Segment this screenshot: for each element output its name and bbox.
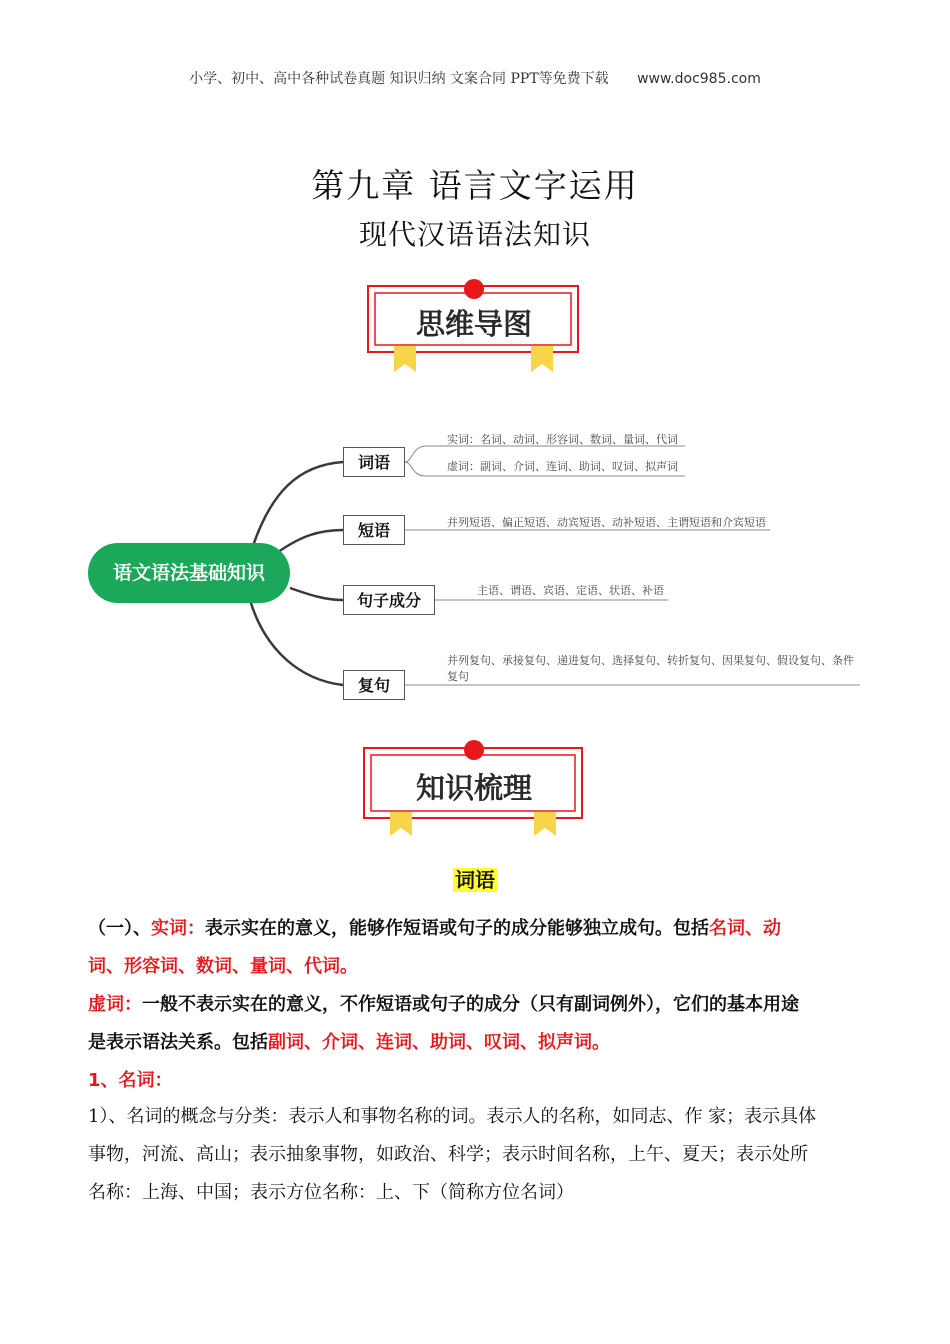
paragraph-function-words [88,986,868,1062]
branch-complex-sentences-detail-1: 并列复句、承接复句、递进复句、选择复句、转折复句、因果复句、假设复句、条件 [447,654,854,667]
knowledge-badge-label: 知识梳理 [415,771,532,805]
branch-complex-sentences: 复句 [343,670,405,700]
branch-words-detail-2: 虚词：副词、介词、连词、助词、叹词、拟声词 [447,460,678,473]
p1-list-b: 词、形容词、数词、量词、代词。 [88,956,358,977]
branch-phrases-detail: 并列短语、偏正短语、动宾短语、动补短语、主谓短语和介宾短语 [447,516,766,529]
branch-sentence-components: 句子成分 [343,585,435,615]
p2-body-b: 是表示语法关系。包括 [88,1032,268,1053]
branch-words: 词语 [343,447,405,477]
p1-body: 表示实在的意义，能够作短语或句子的成分能够独立成句。包括 [205,918,709,939]
p1-list-a: 名词、动 [709,918,781,939]
branch-words-detail-1: 实词：名词、动词、形容词、数词、量词、代词 [447,433,678,446]
knowledge-badge [362,738,586,838]
mind-map-badge [366,278,582,374]
p3-line-3: 名称：上海、中国；表示方位名称：上、下（简称方位名词） [88,1182,574,1203]
p3-line-2: 事物，河流、高山；表示抽象事物，如政治、科学；表示时间名称，上午、夏天；表示处所 [88,1144,808,1165]
section-title [0,864,950,893]
paragraph-nouns [88,1098,868,1212]
section-title-text: 词语 [455,868,495,892]
mind-map-root: 语文语法基础知识 [88,543,290,603]
mind-map-badge-label: 思维导图 [415,307,532,341]
p2-list: 副词、介词、连词、助词、叹词、拟声词。 [268,1032,610,1053]
header-text: 小学、初中、高中各种试卷真题 知识归纳 文案合同 PPT等免费下载 [189,71,609,87]
branch-phrases: 短语 [343,515,405,545]
heading-nouns: 1、名词： [88,1070,173,1091]
branch-sentence-components-detail: 主语、谓语、宾语、定语、状语、补语 [477,584,664,597]
header-site-link[interactable]: www.doc985.com [637,71,761,87]
chapter-title: 第九章 语言文字运用 [311,166,639,205]
page-header [0,68,950,88]
paragraph-line [88,986,868,1024]
paragraph-line [88,1024,868,1062]
paragraph-line [88,910,868,948]
p3-line-1: 1）、名词的概念与分类：表示人和事物名称的词。表示人的名称，如同志、作 家；表示具体 [88,1106,817,1127]
branch-complex-sentences-detail-2: 复句 [447,670,469,683]
p1-term: 实词： [151,918,205,939]
p1-prefix: （一）、 [88,918,151,939]
p2-term: 虚词： [88,994,142,1015]
paragraph-content-words [88,910,868,986]
section-subtitle: 现代汉语语法知识 [358,218,591,251]
p2-body-a: 一般不表示实在的意义，不作短语或句子的成分（只有副词例外），它们的基本用途 [142,994,799,1015]
